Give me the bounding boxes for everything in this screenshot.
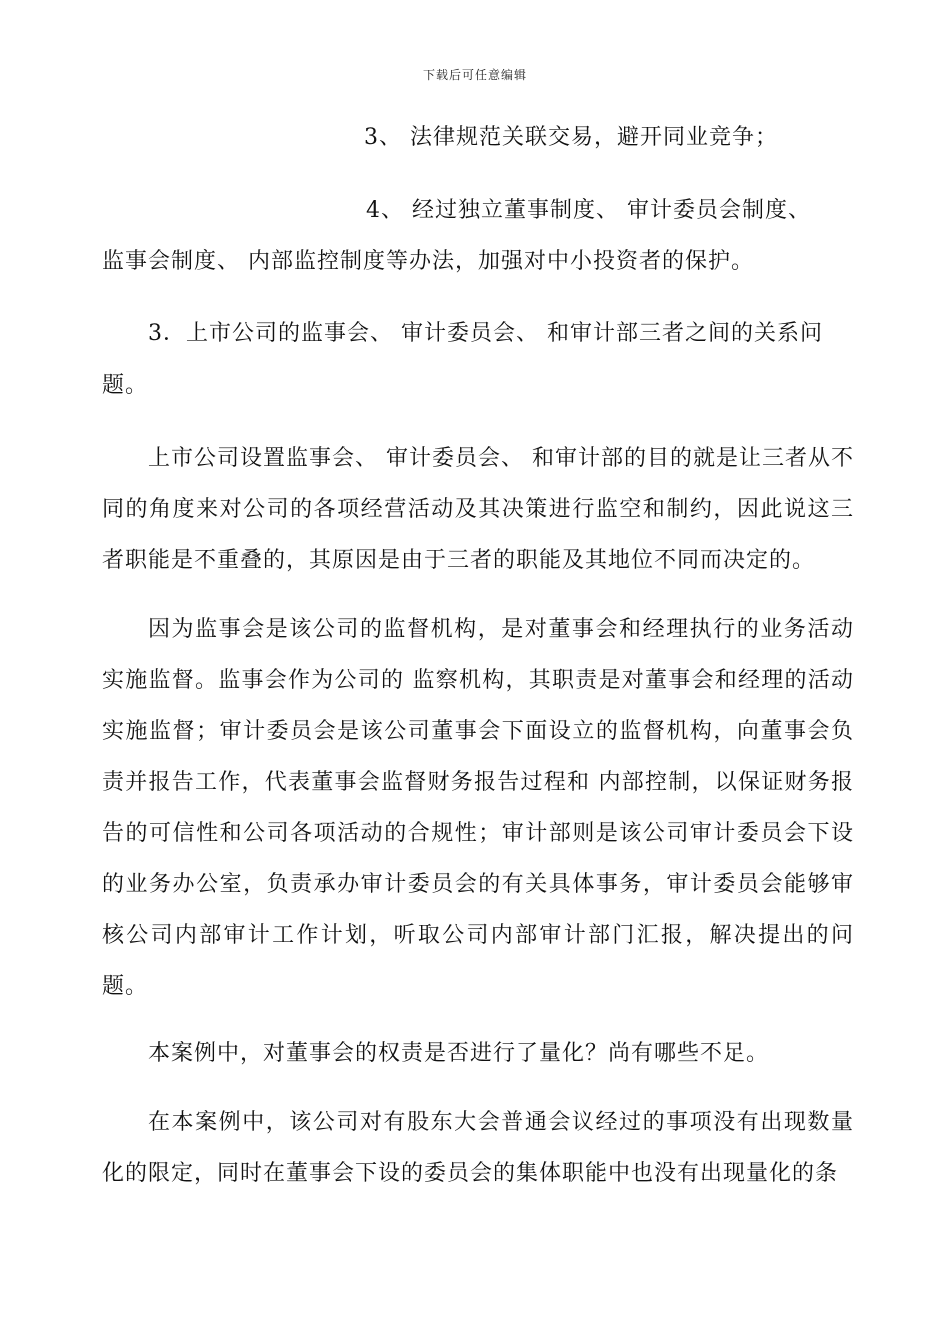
paragraph-purpose: 上市公司设置监事会、 审计委员会、 和审计部的目的就是让三者从不同的角度来对公司的各项经营活动及其决策进行监空和制约，因此说这三者职能是不重叠的，其原因是由于三者的职能及其地位不同而决定的。 bbox=[102, 446, 854, 573]
list-item-3: 3、 法律规范关联交易，避开同业竞争； bbox=[364, 125, 778, 150]
paragraph-answer: 在本案例中，该公司对有股东大会普通会议经过的事项没有出现数量化的限定，同时在董事会下设的委员会的集体职能中也没有出现量化的条 bbox=[102, 1110, 854, 1186]
section-3-heading-line-2: 题。 bbox=[102, 373, 149, 398]
list-item-4-line-1: 4、 经过独立董事制度、 审计委员会制度、 bbox=[366, 198, 811, 223]
paragraph-roles: 因为监事会是该公司的监督机构，是对董事会和经理执行的业务活动实施监督。监事会作为公司的 监察机构，其职责是对董事会和经理的活动实施监督；审计委员会是该公司董事会下面设立的监督机构，向董事会负责并报告工作，代表董事会监督财务报告过程和 内部控制，以保证财务报告的可信性和公司各项活动的合规性；审计部则是该公司审计委员会下设的业务办公室，负责承办审计委员会的有关具体事务，审计委员会能够审核公司内部审计工作计划，听取公司内部审计部门汇报，解决提出的问题。 bbox=[102, 617, 854, 999]
list-item-4-line-2: 监事会制度、 内部监控制度等办法，加强对中小投资者的保护。 bbox=[102, 249, 754, 274]
header-note: 下载后可任意编辑 bbox=[422, 68, 527, 82]
paragraph-question: 本案例中，对董事会的权责是否进行了量化？尚有哪些不足。 bbox=[148, 1041, 770, 1066]
section-3-heading-line-1: 3．上市公司的监事会、 审计委员会、 和审计部三者之间的关系问 bbox=[148, 321, 823, 346]
